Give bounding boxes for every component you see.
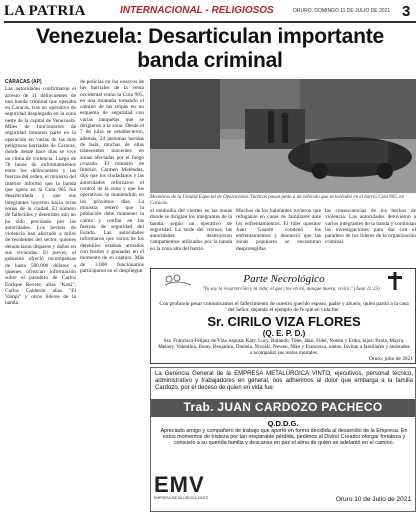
article-column-3 — [150, 208, 232, 268]
article-photo — [150, 79, 416, 193]
obituary-quote: "Yo soy la resurrección y la vida; el que cree en mí, aunque muera, vivirá." (Juan 11:25) — [202, 287, 380, 292]
deceased-worker-name: Trab. JUAN CARDOZO PACHECO — [183, 400, 383, 414]
condolence-body: Apreciado amigo y compañero de trabajo que aportó en forma decidida al desarrollo de la Empresa. En estos momentos de tristeza por tan irreparable pérdida, pedimos al Divino Creador otorgar fortaleza y consuelo a su querida familia y descanse en paz el alma de quien se adelantó en el camino. — [160, 428, 408, 447]
newspaper-brand: LA PATRIA — [4, 3, 86, 19]
page-number: 3 — [402, 3, 411, 20]
photo-caption: Miembros de la Unidad Especial de Operaciones Tácticas pasan junto a un vehículo que se incendió en el barrio Cota 905, en Caracas. — [150, 195, 404, 206]
obituary-place-date: Oruro, julio de 2021 — [368, 356, 413, 362]
logo-subtitle: EMPRESA METALÚRGICA VINTO — [154, 496, 209, 500]
article-column-4 — [236, 208, 321, 268]
cross-icon — [387, 272, 403, 290]
family-list: Sra. Francisca Felipez de Viza, esposa; Katy, Lucy, Rolando, Tobe, Jaku, Fidel, Noemí y Erika, hijos; Paola, Mayra, Melany, Valentina, Jhony, Benjamín, Daniela, Nicolás, Newen, Nike y Francesca, nietos. Invitan a familiares y amistades a acompañar sus restos mortales. — [158, 338, 410, 356]
article-text-5: las consecuencias de los hechos de violencia. Las autoridades detuvieron a varios integrantes de la banda y continúan las investigaciones para dar con el paradero de los líderes de la organización criminal. — [325, 208, 416, 246]
deceased-name: Sr. CIRILO VIZA FLORES — [207, 314, 361, 329]
obituary-notice — [150, 268, 416, 364]
condolence-intro: La Gerencia General de la EMPRESA METALÚRGICA VINTO, ejecutivos, personal técnico, administrativo y trabajadores en general, nos adherimos al dolor que embarga a la familia Cardozo, por el deceso de quien en vida fue: — [155, 371, 413, 391]
condolence-notice — [150, 367, 416, 512]
article-column-5 — [325, 208, 416, 268]
article-column-1 — [5, 79, 76, 511]
article-column-2 — [80, 79, 144, 511]
company-logo — [154, 472, 234, 506]
article-headline: Venezuela: Desarticulan importante banda criminal — [36, 25, 384, 72]
article-text-3: el mediodía del viernes en las zonas donde se dirigían los integrantes de la banda, según un operativo de seguridad. La tarde del viernes, las autoridades destruyeron campamentos utilizados por la banda en la zona alta del barrio. — [150, 208, 232, 252]
logo-mark: EMV — [154, 472, 205, 497]
qddg-label: Q.D.D.G. — [267, 419, 299, 428]
article-text-2: de policías en los ensayos de los barriales de la venta occidental como la Cota 905, en una montaña tomando el camino de las tropas en un esquema de seguridad con varias tanquetas que se dirigieron a la zona. Desde el 7 de julio se establecieron, además, 24 personas heridas de bala, muchas de ellas transeúntes inocentes en zonas afectadas por el fuego cruzado. El ministro de Interior, Carmen Meléndez, dijo que los ciudadanos y las autoridades reforzaron el control de la zona y que los operativos se mantendrán en los próximos días. La ministra reiteró que la población debe mantener la calma y confiar en las fuerzas de seguridad del Estado. Las autoridades informaron que varios de los detenidos estaban armados con fusiles y granadas en el momento de su captura. Más de 3.000 funcionarios participaron en el despliegue. — [80, 79, 144, 274]
rip-label: (Q. E. P. D.) — [262, 329, 306, 338]
obituary-title: Parte Necrológico — [243, 273, 325, 285]
condolence-date: Oruro 10 de Julio de 2021 — [335, 496, 411, 503]
article-text-4: Muchos de los habitantes tuvieron que refugiarse en casas de familiares ante los enfrentamientos. El líder opositor Juan Guaidó condenó los enfrentamientos y denunció que las zonas populares se encuentran desprotegidas. — [236, 208, 321, 252]
article-text-1: Las autoridades confirmaron el arresto de 11 delincuentes de una banda criminal que operaba en Caracas, tras un operativo de seguridad desplegado en la zona oeste de la capital de Venezuela. Miles de funcionarios de seguridad tomaron parte en la operación en varias de las más peligrosas barriadas de Caracas, donde desde hace días se vive un clima de violencia. Luego de 78 horas de enfrentamientos entre los delincuentes y las fuerzas del orden, el ministro del Interior informó que la banda que opera en la Cota 905 fue desarticulada y que sus integrantes huyeron hacia otras zonas de la ciudad. El número de fallecidos y detenidos aún no ha sido precisado por las autoridades. Los hechos de violencia han afectado a miles de residentes del sector, quienes denunciaron disparos y daños en sus viviendas. El jueves, el gobierno ofreció recompensas de hasta 500.000 dólares a quienes ofrezcan información sobre el paradero de Carlos Enrique Revete, alias "Koki", Carlos Calderón alias "El Vampi" y otros líderes de la banda. — [5, 86, 76, 307]
section-label: INTERNACIONAL - RELIGIOSOS — [120, 5, 274, 16]
article-dateline: CARACAS (AP) — [5, 79, 42, 85]
page-header — [0, 0, 420, 22]
header-rule — [4, 21, 416, 23]
issue-date: ORURO, DOMINGO 11 DE JULIO DE 2021 — [293, 8, 391, 14]
obituary-text: Con profundo pesar comunicamos el fallecimiento de nuestro querido esposo, padre y abuelo, quien partió a la casa del Señor, dejando el ejemplo de fe que en vida fue: — [159, 301, 409, 313]
photo-image — [150, 79, 416, 193]
